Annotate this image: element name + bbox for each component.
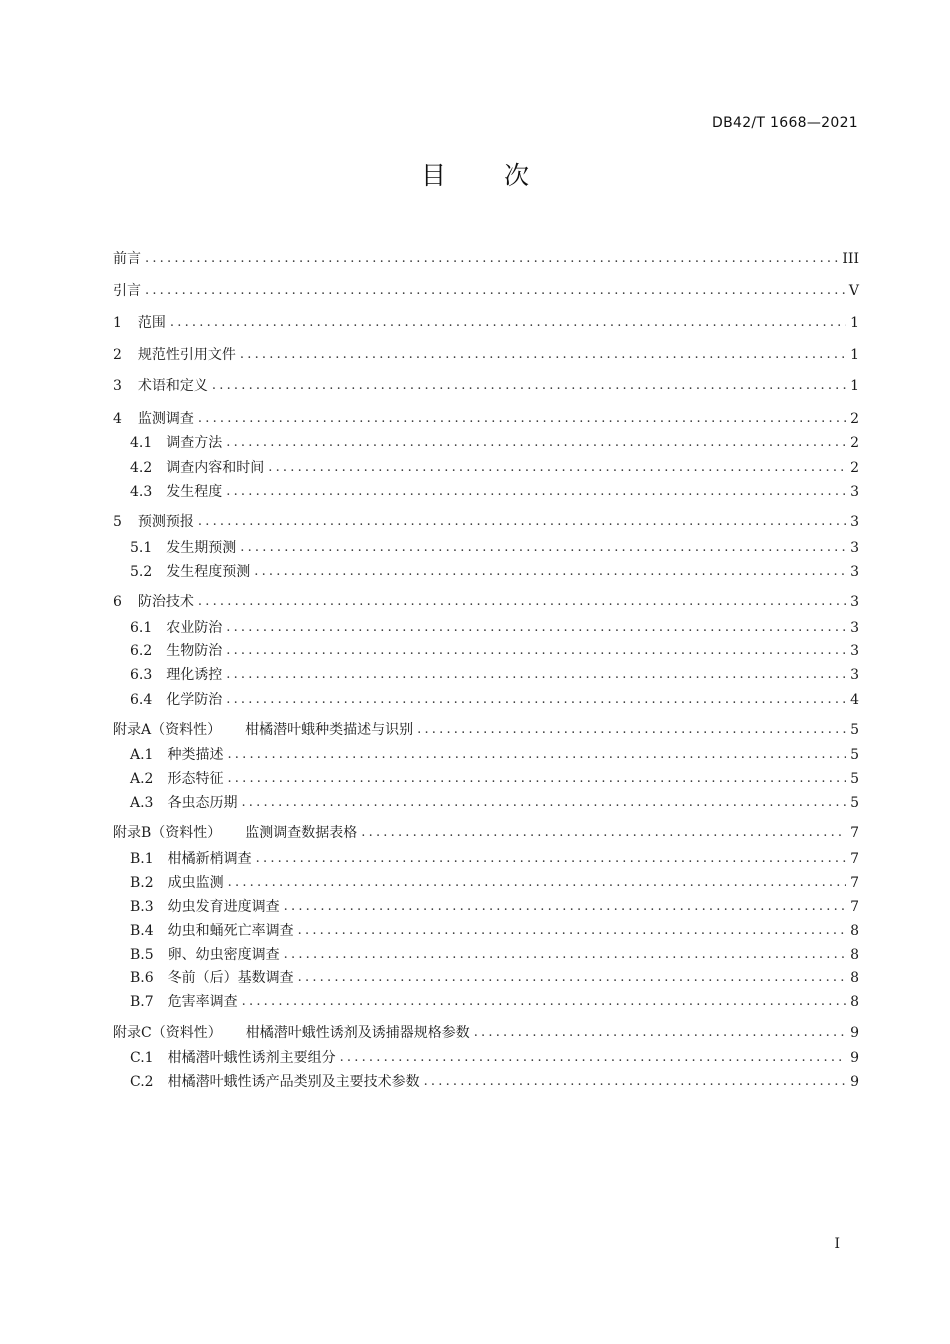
toc-entry-page: 1 <box>850 378 859 394</box>
toc-entry[interactable] <box>113 509 859 531</box>
toc-entry-label: 冬前（后）基数调查 <box>167 970 294 986</box>
dot-leader <box>170 314 846 332</box>
toc-entry-number: B.1 <box>130 851 154 867</box>
toc-entry[interactable] <box>130 766 859 788</box>
toc-entry[interactable] <box>130 479 859 501</box>
toc-entry-page: 3 <box>850 540 859 556</box>
toc-entry-label: 监测调查 <box>137 411 194 427</box>
toc-entry-number: B.4 <box>130 923 154 939</box>
toc-entry-number: A.3 <box>130 795 154 811</box>
toc-entry[interactable] <box>113 342 859 364</box>
dot-leader <box>226 434 846 452</box>
toc-entry-page: 3 <box>850 620 859 636</box>
toc-entry[interactable] <box>130 870 859 892</box>
toc-entry[interactable] <box>130 615 859 637</box>
toc-entry[interactable] <box>130 535 859 557</box>
toc-entry-page: 3 <box>850 484 859 500</box>
dot-leader <box>226 483 846 501</box>
toc-entry[interactable] <box>130 846 859 868</box>
toc-entry[interactable] <box>130 430 859 452</box>
dot-leader <box>228 874 846 892</box>
toc-entry-label: 危害率调查 <box>167 994 238 1010</box>
toc-entry-page: 3 <box>850 594 859 610</box>
toc-entry-number: 6.1 <box>130 620 153 636</box>
dot-leader <box>240 346 846 364</box>
dot-leader <box>242 993 846 1011</box>
dot-leader <box>340 1049 847 1067</box>
dot-leader <box>227 770 846 788</box>
toc-entry-page: 5 <box>850 747 859 763</box>
toc-entry-number: B.7 <box>130 994 154 1010</box>
dot-leader <box>226 666 846 684</box>
dot-leader <box>198 410 846 428</box>
toc-entry-page: 8 <box>850 994 859 1010</box>
toc-entry-label: 范围 <box>137 315 166 331</box>
toc-entry[interactable] <box>113 278 859 300</box>
toc-entry-number: 4.2 <box>130 460 153 476</box>
toc-entry[interactable] <box>130 894 859 916</box>
dot-leader <box>298 922 846 940</box>
dot-leader <box>240 539 846 557</box>
toc-entry-label: 农业防治 <box>166 620 223 636</box>
toc-entry[interactable] <box>130 918 859 940</box>
toc-entry[interactable] <box>113 589 859 611</box>
dot-leader <box>145 250 838 268</box>
toc-entry-number: C.1 <box>130 1050 154 1066</box>
toc-entry-page: 5 <box>850 722 859 738</box>
toc-entry-number: 4.1 <box>130 435 153 451</box>
dot-leader <box>254 563 846 581</box>
toc-entry[interactable] <box>130 662 859 684</box>
toc-entry-number: A.1 <box>130 747 154 763</box>
toc-entry-label: 前言 <box>113 251 141 267</box>
toc-entry[interactable] <box>113 406 859 428</box>
toc-entry-label: 调查内容和时间 <box>166 460 265 476</box>
toc-entry-label: 发生程度预测 <box>166 564 251 580</box>
toc-entry-label: 发生程度 <box>166 484 223 500</box>
dot-leader <box>417 721 846 739</box>
toc-entry-number: 3 <box>113 378 122 394</box>
toc-entry-label: 调查方法 <box>166 435 223 451</box>
toc-entry-label: 种类描述 <box>167 747 224 763</box>
page-title: 目次 <box>420 161 587 190</box>
toc-entry[interactable] <box>130 942 859 964</box>
toc-entry-number: 附录C（资料性） <box>113 1025 222 1041</box>
dot-leader <box>298 969 846 987</box>
toc-entry[interactable] <box>113 373 859 395</box>
toc-entry-page: 7 <box>850 899 859 915</box>
toc-entry-page: 3 <box>850 514 859 530</box>
page-number: I <box>834 1236 840 1252</box>
toc-entry-number: B.6 <box>130 970 154 986</box>
toc-entry-label: 监测调查数据表格 <box>245 825 358 841</box>
dot-leader <box>227 746 846 764</box>
toc-entry-page: 2 <box>850 435 859 451</box>
toc-entry-page: 5 <box>850 795 859 811</box>
toc-entry[interactable] <box>130 742 859 764</box>
toc-entry-number: 1 <box>113 315 122 331</box>
toc-entry-label: 理化诱控 <box>166 667 223 683</box>
toc-entry-page: 3 <box>850 643 859 659</box>
toc-entry-label: 柑橘潜叶蛾性诱剂主要组分 <box>167 1050 336 1066</box>
toc-entry-page: 9 <box>850 1050 859 1066</box>
toc-entry[interactable] <box>113 246 859 268</box>
dot-leader <box>226 691 846 709</box>
toc-entry-page: 7 <box>850 851 859 867</box>
toc-entry-number: B.5 <box>130 947 154 963</box>
dot-leader <box>198 513 846 531</box>
dot-leader <box>241 794 846 812</box>
toc-entry[interactable] <box>113 820 859 842</box>
dot-leader <box>226 642 846 660</box>
toc-entry-label: 幼虫和蛹死亡率调查 <box>167 923 294 939</box>
dot-leader <box>284 946 846 964</box>
toc-entry[interactable] <box>130 638 859 660</box>
toc-entry-page: 2 <box>850 460 859 476</box>
toc-entry-label: 发生期预测 <box>166 540 237 556</box>
standard-code: DB42/T 1668—2021 <box>712 115 858 131</box>
toc-entry[interactable] <box>130 790 859 812</box>
toc-entry[interactable] <box>130 455 859 477</box>
toc-entry-label: 术语和定义 <box>137 378 208 394</box>
toc-entry-number: 5.2 <box>130 564 153 580</box>
toc-entry-page: 1 <box>850 347 859 363</box>
toc-entry-page: 8 <box>850 923 859 939</box>
toc-entry-page: 9 <box>850 1074 859 1090</box>
toc-entry[interactable] <box>113 310 859 332</box>
dot-leader <box>256 850 846 868</box>
toc-entry-label: 化学防治 <box>166 692 223 708</box>
toc-entry-page: 3 <box>850 667 859 683</box>
toc-entry-page: 7 <box>850 825 859 841</box>
toc-entry-page: 7 <box>850 875 859 891</box>
toc-entry-label: 柑橘新梢调查 <box>167 851 252 867</box>
toc-entry-page: 9 <box>850 1025 859 1041</box>
dot-leader <box>474 1024 846 1042</box>
toc-entry-number: 4.3 <box>130 484 153 500</box>
toc-entry-label: 引言 <box>113 283 141 299</box>
toc-entry-label: 各虫态历期 <box>167 795 238 811</box>
toc-entry-page: 2 <box>850 411 859 427</box>
toc-entry-label: 规范性引用文件 <box>137 347 236 363</box>
toc-entry[interactable] <box>130 989 859 1011</box>
toc-entry-label: 预测预报 <box>137 514 194 530</box>
toc-entry-page: 5 <box>850 771 859 787</box>
dot-leader <box>145 282 845 300</box>
toc-entry[interactable] <box>130 1045 859 1067</box>
toc-entry-number: 6.3 <box>130 667 153 683</box>
toc-entry-number: 5 <box>113 514 122 530</box>
toc-entry-number: B.3 <box>130 899 154 915</box>
toc-entry-number: 5.1 <box>130 540 153 556</box>
toc-entry-label: 生物防治 <box>166 643 223 659</box>
toc-entry-number: C.2 <box>130 1074 154 1090</box>
toc-entry-label: 卵、幼虫密度调查 <box>167 947 280 963</box>
dot-leader <box>268 459 846 477</box>
toc-entry-number: 6 <box>113 594 122 610</box>
toc-entry-number: 2 <box>113 347 122 363</box>
toc-entry[interactable] <box>130 965 859 987</box>
dot-leader <box>212 377 846 395</box>
toc-entry[interactable] <box>130 1069 859 1091</box>
toc-entry-number: B.2 <box>130 875 154 891</box>
dot-leader <box>361 824 846 842</box>
toc-entry-page: 8 <box>850 947 859 963</box>
toc-entry-number: 6.4 <box>130 692 153 708</box>
toc-entry-page: V <box>848 283 859 299</box>
toc-entry-label: 柑橘潜叶蛾性诱产品类别及主要技术参数 <box>167 1074 420 1090</box>
toc-entry-number: 6.2 <box>130 643 153 659</box>
toc-entry-number: 4 <box>113 411 122 427</box>
toc-entry[interactable] <box>113 717 859 739</box>
toc-entry-label: 柑橘潜叶蛾性诱剂及诱捕器规格参数 <box>245 1025 470 1041</box>
dot-leader <box>226 619 846 637</box>
toc-entry-label: 成虫监测 <box>167 875 224 891</box>
dot-leader <box>198 593 846 611</box>
toc-entry[interactable] <box>130 559 859 581</box>
toc-entry-page: 1 <box>850 315 859 331</box>
toc-entry-page: 4 <box>850 692 859 708</box>
toc-entry[interactable] <box>130 687 859 709</box>
toc-entry-page: III <box>842 251 859 267</box>
toc-entry[interactable] <box>113 1020 859 1042</box>
toc-entry-label: 防治技术 <box>137 594 194 610</box>
dot-leader <box>424 1073 847 1091</box>
toc-entry-number: 附录A（资料性） <box>113 722 222 738</box>
dot-leader <box>284 898 846 916</box>
toc-entry-number: A.2 <box>130 771 154 787</box>
toc-entry-number: 附录B（资料性） <box>113 825 222 841</box>
toc-entry-label: 柑橘潜叶蛾种类描述与识别 <box>245 722 414 738</box>
toc-entry-label: 形态特征 <box>167 771 224 787</box>
toc-entry-page: 8 <box>850 970 859 986</box>
toc-entry-page: 3 <box>850 564 859 580</box>
toc-entry-label: 幼虫发育进度调查 <box>167 899 280 915</box>
